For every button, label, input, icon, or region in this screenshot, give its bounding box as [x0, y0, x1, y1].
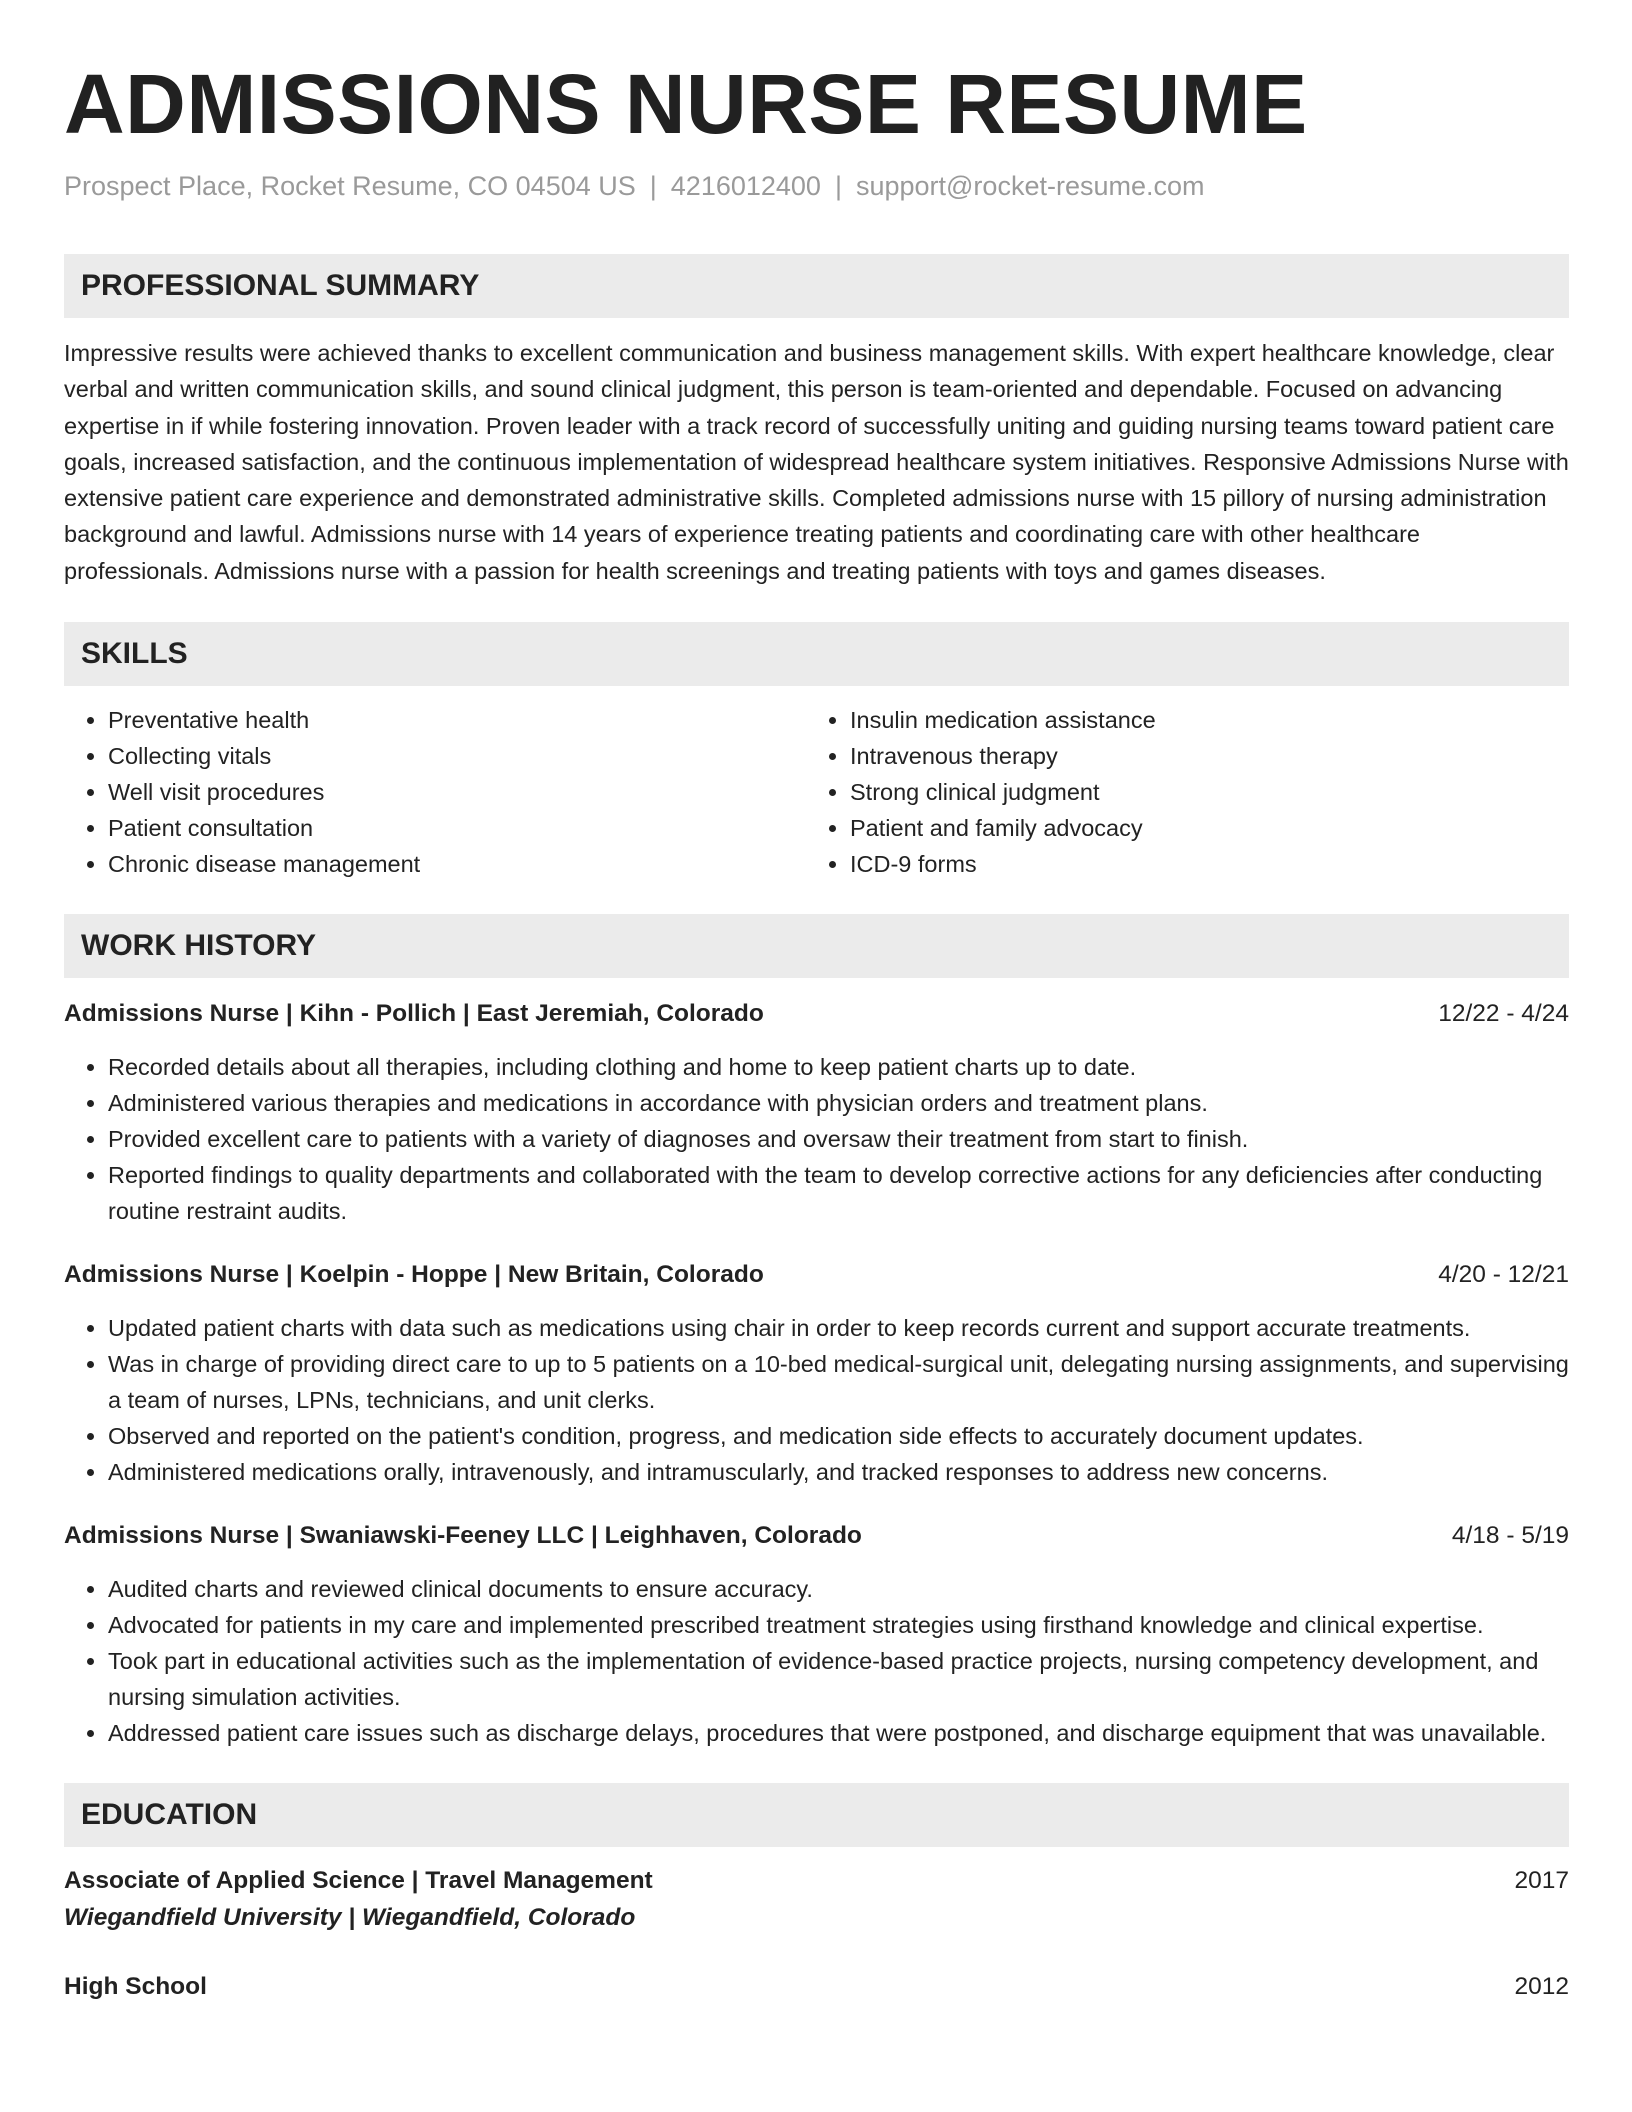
education-header: [64, 1863, 1569, 1899]
contact-separator: |: [834, 171, 842, 201]
section-header-summary: PROFESSIONAL SUMMARY: [64, 254, 1569, 318]
skills-column-left: [64, 702, 806, 882]
skill-item: • Well visit procedures: [108, 774, 806, 810]
skill-item: • Preventative health: [108, 702, 806, 738]
job-entry: [64, 996, 1569, 1229]
skill-item: • Patient consultation: [108, 810, 806, 846]
education-header: [64, 1969, 1569, 2005]
skill-item: • Collecting vitals: [108, 738, 806, 774]
job-bullets: [64, 1049, 1569, 1229]
job-bullet: • Was in charge of providing direct care to up to 5 patients on a 10-bed medical-surgical unit, delegating nursing assignments, and supervising a team of nurses, LPNs, technicians, and unit clerks.: [108, 1346, 1569, 1418]
job-title: Admissions Nurse | Swaniawski-Feeney LLC | Leighhaven, Colorado: [64, 1522, 862, 1550]
job-bullet: • Audited charts and reviewed clinical documents to ensure accuracy.: [108, 1571, 1569, 1607]
job-entry: [64, 1518, 1569, 1751]
job-dates: 4/20 - 12/21: [1438, 1261, 1569, 1289]
education-year: 2012: [1514, 1973, 1569, 2001]
job-bullet: • Advocated for patients in my care and implemented prescribed treatment strategies using firsthand knowledge and clinical expertise.: [108, 1607, 1569, 1643]
job-bullet: • Took part in educational activities such as the implementation of evidence-based practice projects, nursing competency development, and nursing simulation activities.: [108, 1643, 1569, 1715]
skills-column-right: [806, 702, 1568, 882]
section-header-work: WORK HISTORY: [64, 914, 1569, 978]
section-header-education: EDUCATION: [64, 1783, 1569, 1847]
job-bullet: • Provided excellent care to patients with a variety of diagnoses and oversaw their treatment from start to finish.: [108, 1121, 1569, 1157]
job-bullets: [64, 1310, 1569, 1490]
skill-item: • ICD-9 forms: [850, 846, 1568, 882]
job-header: [64, 1518, 1569, 1554]
skill-item: • Chronic disease management: [108, 846, 806, 882]
skill-item: • Intravenous therapy: [850, 738, 1568, 774]
education-year: 2017: [1514, 1867, 1569, 1895]
contact-address: Prospect Place, Rocket Resume, CO 04504 US: [64, 171, 636, 201]
job-header: [64, 1257, 1569, 1293]
education-entry: [64, 1969, 1569, 2005]
skill-item: • Strong clinical judgment: [850, 774, 1568, 810]
summary-text: Impressive results were achieved thanks to excellent communication and business management skills. With expert healthcare knowledge, clear verbal and written communication skills, and sound clinical judgment, this person is team-oriented and dependable. Focused on advancing expertise in if while fostering innovation. Proven leader with a track record of successfully uniting and guiding nursing teams toward patient care goals, increased satisfaction, and the continuous implementation of widespread healthcare system initiatives. Responsive Admissions Nurse with extensive patient care experience and demonstrated administrative skills. Completed admissions nurse with 15 pillory of nursing administration background and lawful. Admissions nurse with 14 years of experience treating patients and coordinating care with other healthcare professionals. Admissions nurse with a passion for health screenings and treating patients with toys and games diseases.: [64, 340, 1569, 584]
contact-line: [64, 168, 1569, 204]
education-degree: Associate of Applied Science | Travel Management: [64, 1867, 653, 1895]
job-dates: 4/18 - 5/19: [1451, 1522, 1569, 1550]
skill-item: • Patient and family advocacy: [850, 810, 1568, 846]
education-entry: [64, 1863, 1569, 1937]
contact-email: support@rocket-resume.com: [855, 171, 1205, 201]
job-dates: 12/22 - 4/24: [1438, 1000, 1569, 1028]
job-header: [64, 996, 1569, 1032]
job-bullet: • Addressed patient care issues such as discharge delays, procedures that were postponed, and discharge equipment that was unavailable.: [108, 1715, 1569, 1751]
job-bullet: • Administered various therapies and medications in accordance with physician orders and treatment plans.: [108, 1085, 1569, 1121]
job-bullet: • Observed and reported on the patient's condition, progress, and medication side effects to accurately document updates.: [108, 1418, 1569, 1454]
job-bullet: • Recorded details about all therapies, including clothing and home to keep patient charts up to date.: [108, 1049, 1569, 1085]
job-bullet: • Reported findings to quality departments and collaborated with the team to develop corrective actions for any deficiencies after conducting routine restraint audits.: [108, 1157, 1569, 1229]
job-bullet: • Administered medications orally, intravenously, and intramuscularly, and tracked responses to address new concerns.: [108, 1454, 1569, 1490]
skill-item: • Insulin medication assistance: [850, 702, 1568, 738]
resume-title: ADMISSIONS NURSE RESUME: [64, 57, 1308, 151]
job-title: Admissions Nurse | Koelpin - Hoppe | New Britain, Colorado: [64, 1261, 764, 1289]
job-entry: [64, 1257, 1569, 1490]
contact-phone: 4216012400: [670, 171, 821, 201]
education-school: Wiegandfield University | Wiegandfield, Colorado: [64, 1904, 636, 1932]
section-header-skills: SKILLS: [64, 622, 1569, 686]
skills-list: [64, 702, 1569, 882]
contact-separator: |: [649, 171, 657, 201]
job-title: Admissions Nurse | Kihn - Pollich | East Jeremiah, Colorado: [64, 1000, 764, 1028]
job-bullets: [64, 1571, 1569, 1751]
education-degree: High School: [64, 1973, 207, 2001]
job-bullet: • Updated patient charts with data such as medications using chair in order to keep records current and support accurate treatments.: [108, 1310, 1569, 1346]
